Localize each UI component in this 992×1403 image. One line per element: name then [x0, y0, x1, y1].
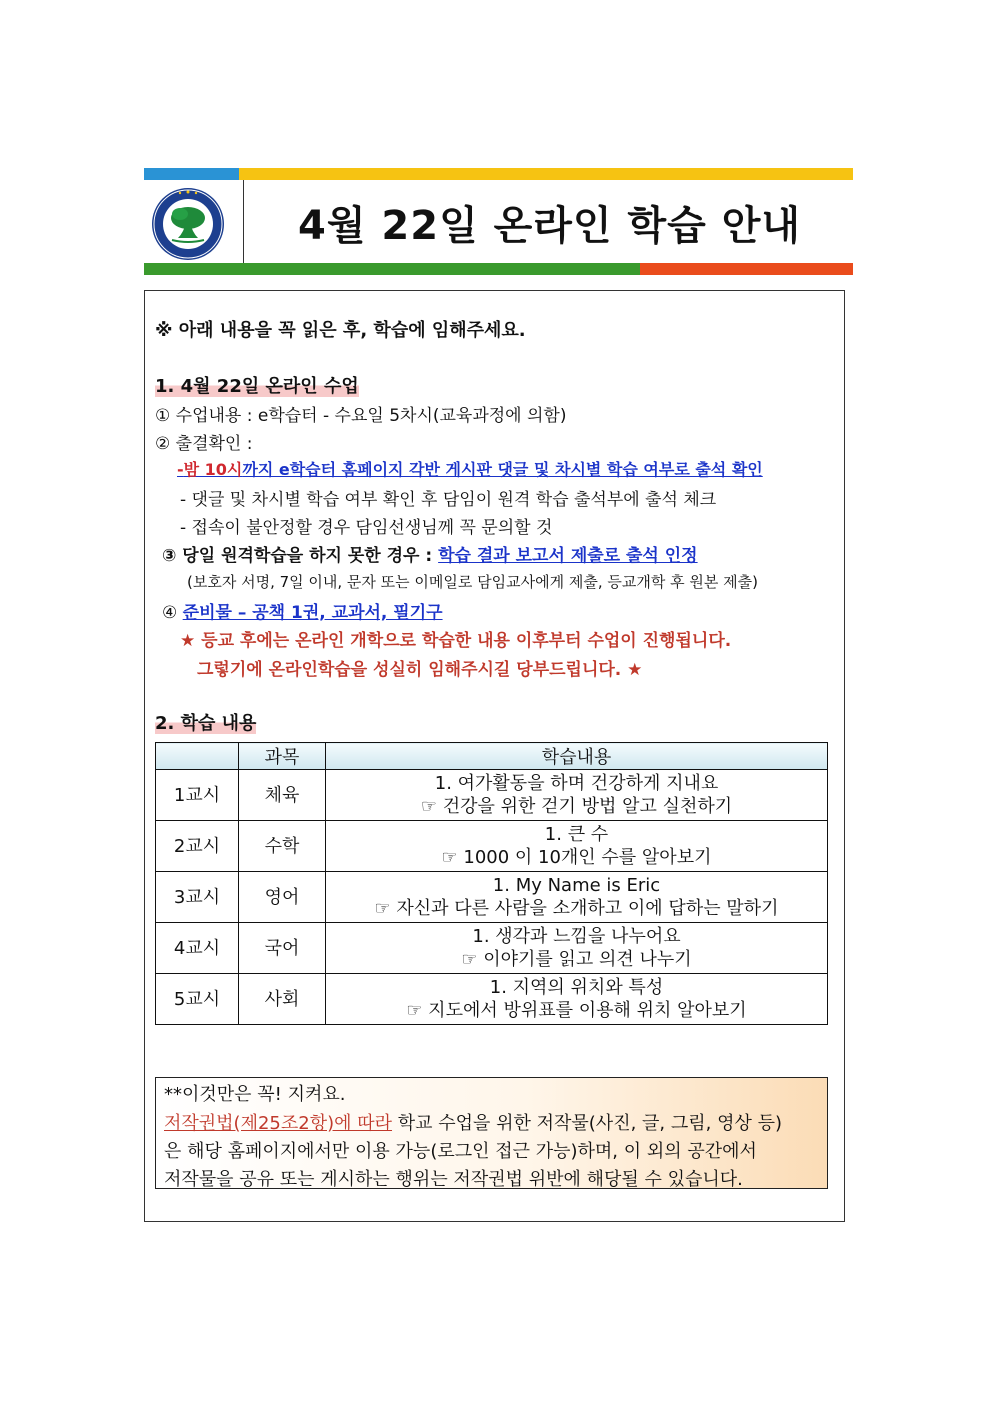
header-top-bar-yellow — [239, 168, 853, 180]
column-header-period — [156, 743, 239, 770]
content-cell — [326, 872, 828, 923]
copyright-notice-box — [155, 1077, 828, 1189]
page-title: 4월 22일 온라인 학습 안내 — [298, 202, 801, 249]
copyright-line-2: 은 해당 홈페이지에서만 이용 가능(로그인 접근 가능)하며, 이 외의 공간에서 — [164, 1141, 757, 1162]
table-row — [156, 770, 828, 821]
section2-heading-text: 2. 학습 내용 — [155, 713, 257, 734]
column-header-content: 학습내용 — [326, 743, 828, 770]
content-line-1: 1. 여가활동을 하며 건강하게 지내요 — [434, 773, 719, 794]
attendance-prefix: - — [177, 460, 184, 479]
attendance-rule — [177, 457, 763, 480]
lesson-content-item: ① 수업내용 : e학습터 - 수요일 5차시(교육과정에 의함) — [155, 406, 567, 426]
schedule-table — [155, 742, 828, 1025]
absence-item — [162, 541, 698, 566]
supplies-list: 준비물 – 공책 1권, 교과서, 필기구 — [182, 603, 443, 623]
content-cell — [326, 821, 828, 872]
absence-label: ③ 당일 원격학습을 하지 못한 경우 : — [162, 546, 439, 566]
absence-rule: 학습 결과 보고서 제출로 출석 인정 — [438, 546, 698, 566]
content-line-1: 1. 생각과 느낌을 나누어요 — [472, 926, 681, 947]
content-cell — [326, 770, 828, 821]
header-bottom-bar-green — [144, 263, 640, 275]
check-note: - 댓글 및 차시별 학습 여부 확인 후 담임이 원격 학습 출석부에 출석 체크 — [180, 490, 717, 510]
content-line-2: ☞ 1000 이 10개인 수를 알아보기 — [441, 847, 712, 868]
subject-cell: 사회 — [239, 974, 326, 1025]
absence-note: (보호자 서명, 7일 이내, 문자 또는 이메일로 담임교사에게 제출, 등교개학 후 원본 제출) — [187, 573, 758, 591]
period-cell: 2교시 — [156, 821, 239, 872]
header-top-bar-blue — [144, 168, 239, 180]
content-line-1: 1. My Name is Eric — [492, 875, 661, 896]
subject-cell: 수학 — [239, 821, 326, 872]
copyright-law-reference: 저작권법(제25조2항)에 따라 — [164, 1113, 393, 1134]
table-row — [156, 821, 828, 872]
section1-heading-text: 1. 4월 22일 온라인 수업 — [155, 376, 359, 397]
content-line-1: 1. 지역의 위치와 특성 — [489, 977, 664, 998]
content-line-2: ☞ 건강을 위한 걷기 방법 알고 실천하기 — [420, 796, 733, 817]
school-tree-emblem-icon — [150, 186, 226, 262]
subject-cell: 영어 — [239, 872, 326, 923]
header-bottom-bar-orange — [640, 263, 853, 275]
header-top-color-bar — [144, 168, 853, 180]
table-row — [156, 974, 828, 1025]
section2-heading — [155, 709, 256, 735]
attendance-time: 밤 10시 — [183, 460, 243, 479]
subject-cell: 국어 — [239, 923, 326, 974]
notice-line-1: ★ 등교 후에는 온라인 개학으로 학습한 내용 이후부터 수업이 진행됩니다. — [180, 631, 732, 651]
period-cell: 4교시 — [156, 923, 239, 974]
period-cell: 3교시 — [156, 872, 239, 923]
copyright-line-3: 저작물을 공유 또는 게시하는 행위는 저작권법 위반에 해당될 수 있습니다. — [164, 1169, 743, 1190]
copyright-line-1 — [164, 1109, 782, 1135]
supplies-label: ④ — [162, 603, 183, 623]
table-row — [156, 872, 828, 923]
content-line-2: ☞ 자신과 다른 사람을 소개하고 이에 답하는 말하기 — [374, 898, 779, 919]
header-bottom-color-bar — [144, 263, 853, 275]
content-line-2: ☞ 지도에서 방위표를 이용해 위치 알아보기 — [406, 1000, 747, 1021]
content-line-1: 1. 큰 수 — [544, 824, 609, 845]
contact-note: - 접속이 불안정할 경우 담임선생님께 꼭 문의할 것 — [180, 518, 553, 538]
period-cell: 5교시 — [156, 974, 239, 1025]
section1-heading — [155, 372, 359, 398]
header-divider — [243, 180, 244, 263]
attendance-rule-text: 까지 e학습터 홈페이지 각반 게시판 댓글 및 차시별 학습 여부로 출석 확인 — [242, 460, 763, 479]
content-line-2: ☞ 이야기를 읽고 의견 나누기 — [461, 949, 692, 970]
attendance-item: ② 출결확인 : — [155, 434, 253, 454]
subject-cell: 체육 — [239, 770, 326, 821]
copyright-heading: **이것만은 꼭! 지켜요. — [164, 1084, 346, 1105]
content-cell — [326, 974, 828, 1025]
table-header-row — [156, 743, 828, 770]
supplies-item — [162, 598, 443, 623]
intro-text: ※ 아래 내용을 꼭 읽은 후, 학습에 임해주세요. — [155, 320, 526, 341]
notice-line-2: 그렇기에 온라인학습을 성실히 임해주시길 당부드립니다. ★ — [197, 660, 643, 680]
period-cell: 1교시 — [156, 770, 239, 821]
column-header-subject: 과목 — [239, 743, 326, 770]
content-cell — [326, 923, 828, 974]
table-row — [156, 923, 828, 974]
copyright-line-1-text: 학교 수업을 위한 저작물(사진, 글, 그림, 영상 등) — [392, 1113, 782, 1134]
